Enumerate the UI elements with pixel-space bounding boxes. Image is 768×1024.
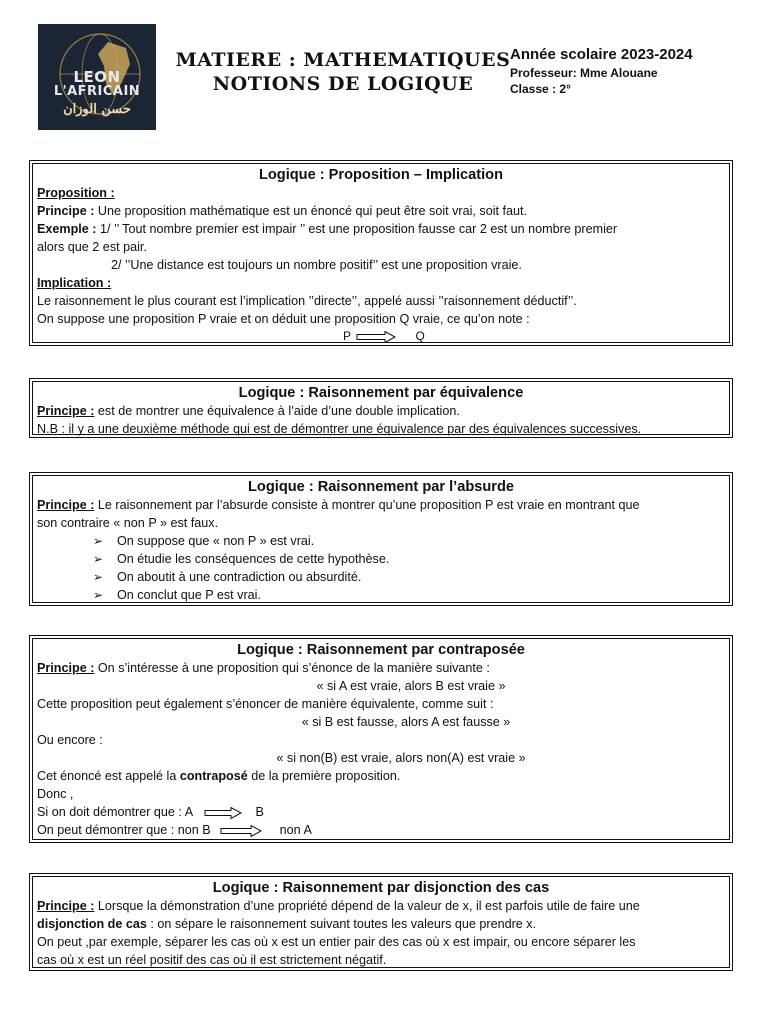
text-3: Ou encore : bbox=[37, 733, 103, 747]
principe-text: Une proposition mathématique est un énoncé qui peut être soit vrai, soit faut. bbox=[94, 204, 528, 218]
principe-label: Principe : bbox=[37, 661, 95, 675]
exemple-1-continued: alors que 2 est pair. bbox=[37, 240, 147, 254]
principe-label: Principe : bbox=[37, 404, 95, 418]
step-text: On suppose que « non P » est vrai. bbox=[117, 534, 315, 548]
text-3: cas où x est un réel positif des cas où il est strictement négatif. bbox=[37, 953, 387, 967]
step-text: On aboutit à une contradiction ou absurdité. bbox=[117, 570, 362, 584]
title-line1: MATIERE : MATHEMATIQUES bbox=[175, 49, 511, 71]
title-line2: NOTIONS DE LOGIQUE bbox=[212, 73, 474, 95]
arrow-bullet-icon: ➢ bbox=[93, 534, 104, 548]
disjonction-term: disjonction de cas bbox=[37, 917, 147, 931]
disjonction-text: : on sépare le raisonnement suivant toutes les valeurs que prendre x. bbox=[146, 917, 537, 931]
text-4c: de la première proposition. bbox=[247, 769, 401, 783]
implication-label: Implication : bbox=[37, 276, 112, 290]
principe-label: Principe : bbox=[37, 899, 95, 913]
nb-text: : il y a une deuxième méthode qui est de démontrer une équivalence par des équivalences successives. bbox=[58, 422, 642, 436]
exemple-1: 1/ ’’ Tout nombre premier est impair ’’ est une proposition fausse car 2 est un nombre premier bbox=[96, 222, 618, 236]
text-7a: On peut démontrer que : non B bbox=[37, 823, 211, 837]
step-text: On conclut que P est vrai. bbox=[117, 588, 261, 602]
principe-label: Principe : bbox=[37, 498, 95, 512]
school-year: Année scolaire 2023-2024 bbox=[510, 46, 693, 63]
text-5: Donc , bbox=[37, 787, 74, 801]
text-7b: non A bbox=[279, 823, 312, 837]
text-4a: Cet énoncé est appelé la bbox=[37, 769, 180, 783]
page-title bbox=[170, 48, 516, 96]
nb-label: N.B bbox=[37, 422, 58, 436]
teacher-name: Professeur: Mme Alouane bbox=[510, 66, 658, 80]
class-level: Classe : 2° bbox=[510, 82, 571, 96]
quote-1: « si A est vraie, alors B est vraie » bbox=[316, 679, 506, 693]
step-text: On étudie les conséquences de cette hypothèse. bbox=[117, 552, 390, 566]
implies-arrow-icon bbox=[204, 807, 242, 819]
section-heading: Logique : Raisonnement par contraposée bbox=[237, 642, 525, 658]
contrapose-term: contraposé bbox=[179, 769, 248, 783]
course-info bbox=[510, 46, 693, 97]
text-2: On peut ,par exemple, séparer les cas où x est un entier pair des cas où x est impair, ou encore séparer les bbox=[37, 935, 636, 949]
section-heading: Logique : Proposition – Implication bbox=[258, 167, 504, 183]
section-heading: Logique : Raisonnement par équivalence bbox=[238, 385, 524, 401]
section-equivalence bbox=[29, 378, 733, 438]
list-item bbox=[93, 568, 725, 586]
steps-list bbox=[37, 532, 725, 604]
implication-text-1: Le raisonnement le plus courant est l’implication ’’directe’’, appelé aussi ’’raisonnement déductif’’. bbox=[37, 294, 577, 308]
implication-p: P bbox=[343, 329, 351, 343]
arrow-bullet-icon: ➢ bbox=[93, 552, 104, 566]
principe-text: On s’intéresse à une proposition qui s’énonce de la manière suivante : bbox=[94, 661, 490, 675]
arrow-bullet-icon: ➢ bbox=[93, 588, 104, 602]
school-logo bbox=[38, 24, 156, 130]
text-6b: B bbox=[255, 805, 264, 819]
quote-2: « si B est fausse, alors A est fausse » bbox=[301, 715, 511, 729]
logo-arabic: حسن الوزان bbox=[63, 102, 131, 117]
principe-text: Lorsque la démonstration d’une propriété dépend de la valeur de x, il est parfois utile de faire une bbox=[94, 899, 640, 913]
implication-q: Q bbox=[415, 329, 425, 343]
principe-text: Le raisonnement par l’absurde consiste à montrer qu’une proposition P est vraie en montrant que bbox=[94, 498, 640, 512]
quote-3: « si non(B) est vraie, alors non(A) est vraie » bbox=[276, 751, 526, 765]
arrow-bullet-icon: ➢ bbox=[93, 570, 104, 584]
proposition-label: Proposition : bbox=[37, 186, 115, 200]
principe-text: est de montrer une équivalence à l’aide d’une double implication. bbox=[94, 404, 460, 418]
section-disjonction bbox=[29, 873, 733, 971]
text-6a: Si on doit démontrer que : A bbox=[37, 805, 193, 819]
text-2: Cette proposition peut également s’énoncer de manière équivalente, comme suit : bbox=[37, 697, 494, 711]
implication-text-2: On suppose une proposition P vraie et on déduit une proposition Q vraie, ce qu’on note : bbox=[37, 312, 530, 326]
section-absurde bbox=[29, 472, 733, 606]
implies-arrow-icon bbox=[356, 331, 396, 343]
implies-arrow-icon bbox=[220, 825, 262, 837]
list-item bbox=[93, 586, 725, 604]
list-item bbox=[93, 550, 725, 568]
list-item bbox=[93, 532, 725, 550]
principe-text-continued: son contraire « non P » est faux. bbox=[37, 516, 219, 530]
logo-line1: LEON bbox=[73, 68, 121, 86]
exemple-label: Exemple : bbox=[37, 222, 97, 236]
section-contraposee bbox=[29, 635, 733, 843]
principe-label: Principe : bbox=[37, 204, 95, 218]
exemple-2: 2/ ’’Une distance est toujours un nombre positif’’ est une proposition vraie. bbox=[111, 258, 522, 272]
logo-line2: L'AFRICAIN bbox=[53, 84, 141, 99]
section-proposition-implication bbox=[29, 160, 733, 346]
section-heading: Logique : Raisonnement par disjonction des cas bbox=[212, 880, 550, 896]
section-heading: Logique : Raisonnement par l’absurde bbox=[248, 479, 514, 495]
